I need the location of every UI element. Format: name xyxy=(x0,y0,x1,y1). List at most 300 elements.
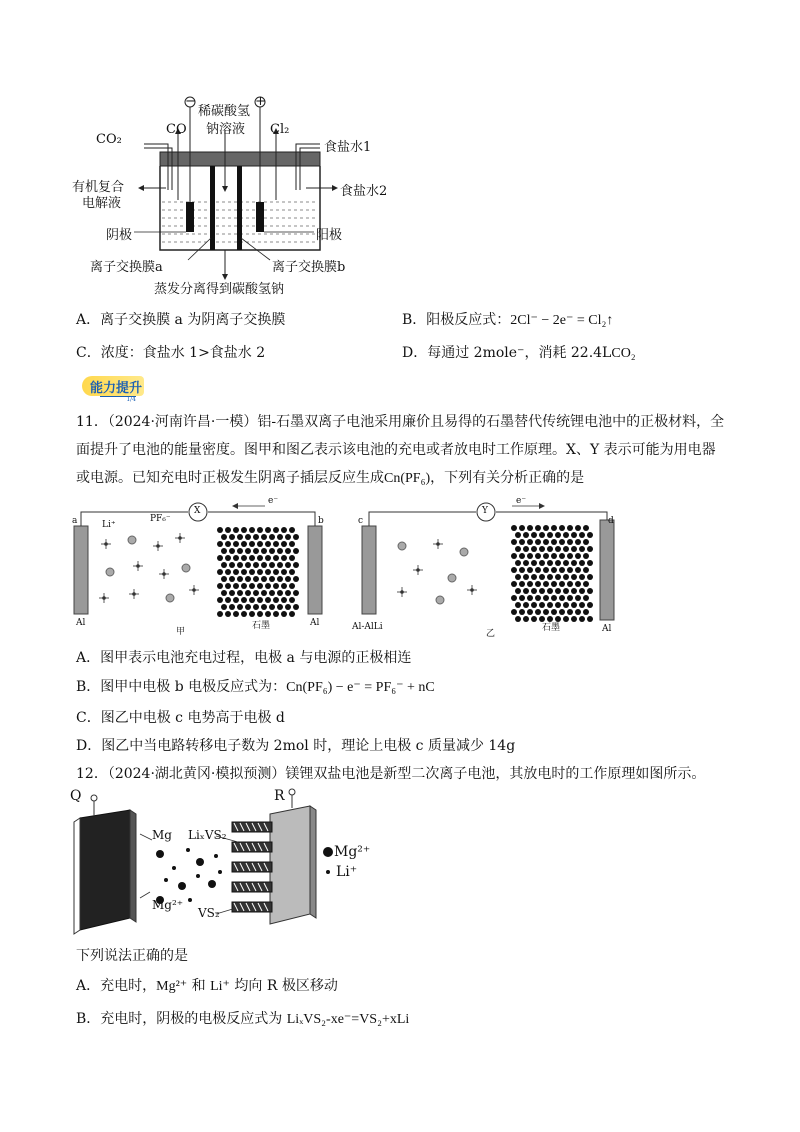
graphite-atom xyxy=(221,534,227,540)
li-ion xyxy=(188,898,192,902)
graphite-atom xyxy=(293,590,299,596)
badge-title: 能力提升 xyxy=(90,381,143,396)
graphite-atom xyxy=(229,576,235,582)
graphite-atom xyxy=(559,539,565,545)
fig1-graphite: 石墨 xyxy=(252,621,271,631)
q11-option-b xyxy=(76,677,435,698)
graphite-atom xyxy=(527,609,533,615)
graphite-atom xyxy=(229,562,235,568)
graphite-atom xyxy=(293,548,299,554)
li-ion xyxy=(196,874,200,878)
graphite-atom xyxy=(241,541,247,547)
top-label-2: 钠溶液 xyxy=(206,122,246,137)
graphite-atom xyxy=(535,581,541,587)
graphite-atom xyxy=(221,590,227,596)
organic-label-2: 电解液 xyxy=(82,196,122,211)
graphite-atom xyxy=(293,604,299,610)
anode-label: 阳极 xyxy=(316,228,343,243)
graphite-atom xyxy=(257,527,263,533)
q11-option-b-prefix: B．图甲中电极 b 电极反应式为： xyxy=(76,679,287,695)
graphite-atom xyxy=(539,574,545,580)
graphite-atom xyxy=(535,567,541,573)
graphite-atom xyxy=(241,611,247,617)
graphite-atom xyxy=(511,595,517,601)
graphite-atom xyxy=(579,574,585,580)
graphite-atom xyxy=(221,604,227,610)
graphite-atom xyxy=(583,525,589,531)
mg-label: Mg xyxy=(152,828,172,842)
q-label: Q xyxy=(70,788,82,804)
graphite-atom xyxy=(253,590,259,596)
graphite-atom xyxy=(273,583,279,589)
graphite-atom xyxy=(293,562,299,568)
vs2-label: VS₂ xyxy=(198,906,220,920)
graphite-atom xyxy=(515,574,521,580)
graphite-atom xyxy=(217,583,223,589)
graphite-atom xyxy=(253,562,259,568)
graphite-atom xyxy=(237,604,243,610)
membrane-b-label: 离子交换膜b xyxy=(272,260,346,275)
graphite-atom xyxy=(249,541,255,547)
q11-stem-line2: 面提升了电池的能量密度。图甲和图乙表示该电池的充电或者放电时工作原理。X、Y 表示可能为用电器 xyxy=(76,442,716,458)
graphite-atom xyxy=(571,532,577,538)
graphite-atom xyxy=(281,583,287,589)
graphite-atom xyxy=(551,581,557,587)
li-ion xyxy=(214,854,218,858)
graphite-atom xyxy=(587,546,593,552)
li-ion xyxy=(172,866,176,870)
li-ion xyxy=(186,848,190,852)
mg-ion xyxy=(196,858,204,866)
graphite-atom xyxy=(237,576,243,582)
graphite-atom xyxy=(587,616,593,622)
graphite-atom xyxy=(229,534,235,540)
q12-option-a-mid: 和 xyxy=(187,978,211,994)
graphite-atom xyxy=(527,539,533,545)
graphite-atom xyxy=(281,569,287,575)
graphite-atom xyxy=(587,532,593,538)
graphite-atom xyxy=(285,604,291,610)
graphite-atom xyxy=(277,590,283,596)
graphite-atom xyxy=(281,541,287,547)
graphite-atom xyxy=(563,588,569,594)
graphite-atom xyxy=(559,553,565,559)
li-ion xyxy=(106,568,114,576)
graphite-atom xyxy=(519,525,525,531)
graphite-atom xyxy=(511,609,517,615)
pf6-ion xyxy=(416,568,420,572)
q12-option-b-prefix: B．充电时，阴极的电极反应式为 xyxy=(76,1011,287,1027)
graphite-atom xyxy=(277,576,283,582)
pf6-ion xyxy=(436,542,440,546)
pf6-ion xyxy=(178,536,182,540)
graphite-atom xyxy=(551,595,557,601)
fig2-device-y: Y xyxy=(482,506,488,516)
graphite-atom xyxy=(237,548,243,554)
graphite-atom xyxy=(511,553,517,559)
graphite-atom xyxy=(277,604,283,610)
graphite-atom xyxy=(539,588,545,594)
fig2-label-c: c xyxy=(358,516,364,526)
graphite-atom xyxy=(531,616,537,622)
graphite-atom xyxy=(551,525,557,531)
pf6-ion xyxy=(136,564,140,568)
graphite-atom xyxy=(571,602,577,608)
graphite-atom xyxy=(221,562,227,568)
graphite-atom xyxy=(535,595,541,601)
graphite-atom xyxy=(567,539,573,545)
graphite-atom xyxy=(543,567,549,573)
graphite-atom xyxy=(253,576,259,582)
graphite-atom xyxy=(273,569,279,575)
graphite-atom xyxy=(563,546,569,552)
graphite-atom xyxy=(269,604,275,610)
graphite-atom xyxy=(555,588,561,594)
pf6-ion xyxy=(470,588,474,592)
pf6-ion xyxy=(192,588,196,592)
graphite-atom xyxy=(583,595,589,601)
q12-option-b-formula: LiₓVS₂-xe⁻=VS₂+xLi xyxy=(286,1012,410,1027)
graphite-atom xyxy=(217,611,223,617)
graphite-atom xyxy=(233,583,239,589)
lixvs2-label: LiₓVS₂ xyxy=(188,828,227,842)
graphite-atom xyxy=(225,527,231,533)
graphite-atom xyxy=(217,569,223,575)
q11-option-b-formula: Cn(PF₆) − e⁻ = PF₆⁻ + nC xyxy=(286,680,435,695)
graphite-atom xyxy=(269,590,275,596)
graphite-atom xyxy=(261,590,267,596)
graphite-atom xyxy=(249,583,255,589)
graphite-atom xyxy=(559,595,565,601)
q11-fig1 xyxy=(70,496,332,640)
graphite-atom xyxy=(543,539,549,545)
graphite-atom xyxy=(229,604,235,610)
graphite-atom xyxy=(257,597,263,603)
graphite-atom xyxy=(261,562,267,568)
r-label: R xyxy=(274,788,285,804)
graphite-atom xyxy=(519,581,525,587)
graphite-atom xyxy=(265,527,271,533)
graphite-atom xyxy=(233,541,239,547)
graphite-atom xyxy=(575,525,581,531)
graphite-atom xyxy=(567,525,573,531)
graphite-atom xyxy=(543,553,549,559)
graphite-atom xyxy=(567,595,573,601)
graphite-atom xyxy=(237,562,243,568)
graphite-atom xyxy=(245,548,251,554)
graphite-atom xyxy=(531,574,537,580)
graphite-atom xyxy=(265,611,271,617)
graphite-atom xyxy=(221,576,227,582)
li-ion xyxy=(436,596,444,604)
graphite-atom xyxy=(519,609,525,615)
graphite-atom xyxy=(547,574,553,580)
graphite-atom xyxy=(511,567,517,573)
graphite-atom xyxy=(253,548,259,554)
q12-question: 下列说法正确的是 xyxy=(76,948,188,964)
graphite-atom xyxy=(289,597,295,603)
graphite-atom xyxy=(245,562,251,568)
graphite-atom xyxy=(281,527,287,533)
graphite-atom xyxy=(583,539,589,545)
graphite-atom xyxy=(519,553,525,559)
graphite-atom xyxy=(221,548,227,554)
fig2-al-right: Al xyxy=(602,624,612,634)
graphite-atom xyxy=(571,560,577,566)
graphite-atom xyxy=(241,527,247,533)
graphite-atom xyxy=(531,532,537,538)
graphite-atom xyxy=(515,560,521,566)
q11-option-d: D．图乙中当电路转移电子数为 2mol 时，理论上电极 c 质量减少 14g xyxy=(76,738,516,754)
graphite-atom xyxy=(515,602,521,608)
li-ion xyxy=(398,542,406,550)
graphite-atom xyxy=(257,555,263,561)
graphite-atom xyxy=(225,583,231,589)
mg-ion xyxy=(208,880,216,888)
graphite-atom xyxy=(531,602,537,608)
q12-option-a-suffix: 均向 R 极区移动 xyxy=(229,978,338,994)
graphite-atom xyxy=(257,541,263,547)
graphite-atom xyxy=(539,532,545,538)
q10-option-d xyxy=(402,343,636,364)
graphite-atom xyxy=(265,569,271,575)
fig2-graphite: 石墨 xyxy=(542,623,561,633)
top-label-1: 稀碳酸氢 xyxy=(198,104,251,119)
co-label: CO xyxy=(166,122,187,137)
graphite-atom xyxy=(269,576,275,582)
graphite-atom xyxy=(535,609,541,615)
graphite-atom xyxy=(269,548,275,554)
graphite-atom xyxy=(559,525,565,531)
graphite-atom xyxy=(563,574,569,580)
graphite-atom xyxy=(261,604,267,610)
mg-ion xyxy=(156,850,164,858)
graphite-atom xyxy=(523,546,529,552)
graphite-atom xyxy=(531,560,537,566)
fig2-electron: e⁻ xyxy=(516,496,527,506)
graphite-atom xyxy=(289,569,295,575)
mg-li-battery-diagram xyxy=(70,788,390,938)
graphite-atom xyxy=(567,581,573,587)
graphite-atom xyxy=(583,581,589,587)
q10-figure xyxy=(70,90,400,300)
graphite-atom xyxy=(265,555,271,561)
graphite-atom xyxy=(523,602,529,608)
li-ion xyxy=(166,594,174,602)
legend-li: Li⁺ xyxy=(336,864,358,880)
graphite-atom xyxy=(277,534,283,540)
graphite-atom xyxy=(245,576,251,582)
graphite-atom xyxy=(583,567,589,573)
graphite-atom xyxy=(567,553,573,559)
graphite-atom xyxy=(273,597,279,603)
mg-ion xyxy=(178,882,186,890)
graphite-atom xyxy=(539,560,545,566)
graphite-atom xyxy=(547,560,553,566)
fig1-li-label: Li⁺ xyxy=(102,520,116,530)
q11-stem-formula: Cn(PF₆) xyxy=(384,471,431,486)
graphite-atom xyxy=(575,567,581,573)
graphite-atom xyxy=(217,555,223,561)
graphite-atom xyxy=(293,576,299,582)
graphite-atom xyxy=(281,555,287,561)
q12-option-a-li: Li⁺ xyxy=(210,979,230,994)
q10-option-b-prefix: B．阳极反应式： xyxy=(402,312,511,328)
graphite-atom xyxy=(515,546,521,552)
q11-option-c: C．图乙中电极 c 电势高于电极 d xyxy=(76,710,285,726)
graphite-atom xyxy=(579,546,585,552)
li-ion xyxy=(128,536,136,544)
graphite-atom xyxy=(257,611,263,617)
brine1-label: 食盐水1 xyxy=(324,140,372,155)
graphite-atom xyxy=(253,534,259,540)
fig1-caption: 甲 xyxy=(176,627,186,637)
graphite-atom xyxy=(579,602,585,608)
graphite-atom xyxy=(571,588,577,594)
graphite-atom xyxy=(233,611,239,617)
graphite-atom xyxy=(555,532,561,538)
q10-option-b xyxy=(402,310,613,331)
graphite-atom xyxy=(587,574,593,580)
graphite-atom xyxy=(257,583,263,589)
graphite-atom xyxy=(237,590,243,596)
pf6-ion xyxy=(400,590,404,594)
graphite-atom xyxy=(587,560,593,566)
graphite-atom xyxy=(285,534,291,540)
graphite-atom xyxy=(245,604,251,610)
q10-option-c: C．浓度：食盐水 1>食盐水 2 xyxy=(76,345,266,361)
graphite-atom xyxy=(289,555,295,561)
graphite-atom xyxy=(277,562,283,568)
q10-option-d-formula: CO₂ xyxy=(611,346,636,361)
graphite-atom xyxy=(559,609,565,615)
graphite-atom xyxy=(261,576,267,582)
graphite-atom xyxy=(241,597,247,603)
graphite-atom xyxy=(563,602,569,608)
graphite-atom xyxy=(293,534,299,540)
graphite-atom xyxy=(547,532,553,538)
li-ion xyxy=(460,548,468,556)
graphite-atom xyxy=(555,602,561,608)
graphite-atom xyxy=(567,609,573,615)
pf6-ion xyxy=(156,544,160,548)
co2-label: CO₂ xyxy=(96,132,122,147)
graphite-atom xyxy=(249,569,255,575)
q12-figure xyxy=(70,788,390,938)
graphite-atom xyxy=(225,569,231,575)
q11-stem-line3 xyxy=(76,468,584,489)
graphite-atom xyxy=(579,588,585,594)
graphite-atom xyxy=(245,590,251,596)
li-ion xyxy=(218,870,222,874)
graphite-atom xyxy=(587,602,593,608)
graphite-atom xyxy=(583,609,589,615)
graphite-atom xyxy=(563,616,569,622)
li-ion xyxy=(164,878,168,882)
graphite-atom xyxy=(515,616,521,622)
graphite-atom xyxy=(233,597,239,603)
graphite-atom xyxy=(285,576,291,582)
graphite-atom xyxy=(225,541,231,547)
graphite-atom xyxy=(579,560,585,566)
graphite-atom xyxy=(229,548,235,554)
legend-mg: Mg²⁺ xyxy=(334,844,371,860)
graphite-atom xyxy=(269,534,275,540)
graphite-atom xyxy=(551,609,557,615)
graphite-atom xyxy=(285,562,291,568)
graphite-atom xyxy=(539,546,545,552)
graphite-atom xyxy=(229,590,235,596)
graphite-atom xyxy=(511,539,517,545)
graphite-atom xyxy=(285,548,291,554)
graphite-atom xyxy=(289,583,295,589)
q12-option-a xyxy=(76,976,338,997)
graphite-atom xyxy=(563,532,569,538)
brine2-label: 食盐水2 xyxy=(340,184,388,199)
q10-option-d-prefix: D．每通过 2mole⁻，消耗 22.4L xyxy=(402,345,612,361)
graphite-atom xyxy=(253,604,259,610)
li-ion xyxy=(448,574,456,582)
q10-option-b-formula: 2Cl⁻ − 2e⁻ = Cl₂↑ xyxy=(510,313,614,328)
mg2-label: Mg²⁺ xyxy=(152,898,184,912)
graphite-atom xyxy=(225,611,231,617)
cathode-label: 阴极 xyxy=(106,228,133,243)
graphite-atom xyxy=(535,553,541,559)
graphite-atom xyxy=(543,525,549,531)
graphite-atom xyxy=(289,611,295,617)
graphite-atom xyxy=(249,527,255,533)
graphite-atom xyxy=(233,527,239,533)
graphite-atom xyxy=(527,595,533,601)
graphite-atom xyxy=(241,583,247,589)
graphite-atom xyxy=(575,609,581,615)
pf6-ion xyxy=(132,592,136,596)
graphite-atom xyxy=(531,546,537,552)
graphite-atom xyxy=(245,534,251,540)
graphite-atom xyxy=(257,569,263,575)
graphite-atom xyxy=(273,541,279,547)
graphite-atom xyxy=(567,567,573,573)
graphite-atom xyxy=(571,546,577,552)
minus-sign: − xyxy=(185,94,196,109)
graphite-atom xyxy=(519,539,525,545)
fig1-device-x: X xyxy=(194,506,201,516)
graphite-atom xyxy=(511,581,517,587)
graphite-atom xyxy=(523,560,529,566)
fig1-pf6-label: PF₆⁻ xyxy=(150,514,171,524)
graphite-atom xyxy=(575,539,581,545)
pf6-ion xyxy=(102,596,106,600)
graphite-atom xyxy=(543,609,549,615)
graphite-atom xyxy=(547,546,553,552)
graphite-atom xyxy=(249,555,255,561)
graphite-atom xyxy=(265,583,271,589)
graphite-atom xyxy=(241,569,247,575)
q11-fig2 xyxy=(352,496,622,640)
graphite-atom xyxy=(217,597,223,603)
graphite-atom xyxy=(547,602,553,608)
graphite-atom xyxy=(249,597,255,603)
graphite-atom xyxy=(535,539,541,545)
graphite-atom xyxy=(543,581,549,587)
graphite-atom xyxy=(551,567,557,573)
organic-label-1: 有机复合 xyxy=(72,180,125,195)
q11-stem-line1: 11．（2024·河南许昌·一模）铝-石墨双离子电池采用廉价且易得的石墨替代传统锂电池中的正极材料，全 xyxy=(76,414,725,430)
graphite-atom xyxy=(575,581,581,587)
graphite-atom xyxy=(233,555,239,561)
fig1-al-left: Al xyxy=(76,618,86,628)
graphite-atom xyxy=(519,567,525,573)
